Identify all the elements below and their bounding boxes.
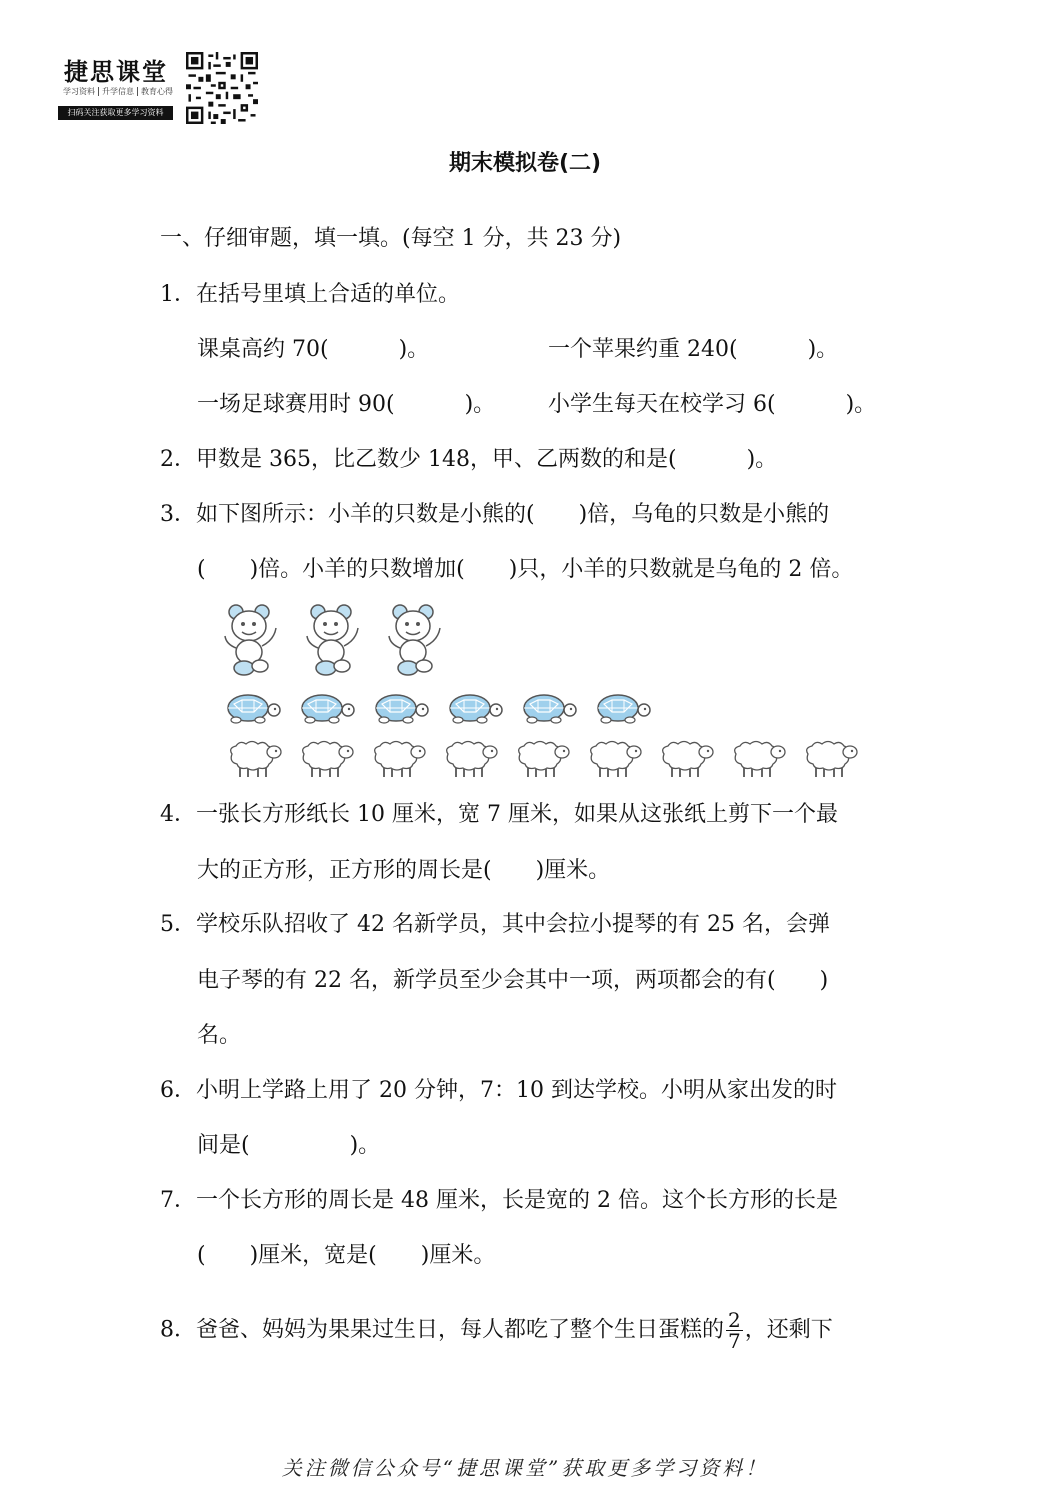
q3-text-a: 3．如下图所示：小羊的只数是小熊的( [160,502,535,527]
question-8-line-1 [160,1310,833,1351]
q7-text-a: ( [197,1243,206,1268]
q3-text-b: )倍，乌龟的只数是小熊的 [578,502,830,527]
bear-icon [386,600,446,684]
turtle-icon [446,690,504,730]
bear-row [222,600,468,684]
question-7-line-2 [197,1241,495,1271]
turtle-icon [224,690,282,730]
q3-text-e: )只，小羊的只数就是乌龟的 2 倍。 [508,557,854,582]
sheep-row [226,740,874,784]
q6-text-a: 间是( [197,1133,250,1158]
question-3-line-1 [160,500,829,530]
sheep-icon [658,740,716,784]
brand-logo [58,50,178,122]
question-5-line-1: 5．学校乐队招收了 42 名新学员，其中会拉小提琴的有 25 名，会弹 [160,912,830,937]
question-4-line-1: 4．一张长方形纸长 10 厘米，宽 7 厘米，如果从这张纸上剪下一个最 [160,802,838,827]
logo-tag: 升学信息 [99,87,138,96]
q5-text-a: 电子琴的有 22 名，新学员至少会其中一项，两项都会的有( [197,968,776,993]
q1c-text: 一场足球赛用时 90( [197,392,395,417]
bear-icon [304,600,364,684]
q2-text: 2．甲数是 365，比乙数少 148，甲、乙两数的和是( [160,447,677,472]
sheep-icon [298,740,356,784]
q1b-text: 一个苹果约重 240( [548,337,738,362]
question-3-line-2 [197,555,853,585]
q1d-end: )。 [845,392,877,417]
q1d-text: 小学生每天在校学习 6( [548,392,776,417]
question-1-item-d [548,390,876,420]
question-2 [160,445,777,475]
page-title: 期末模拟卷(二) [448,151,602,176]
fraction-denominator: 7 [728,1329,741,1353]
sheep-icon [730,740,788,784]
logo-tag: 学习资料 [60,87,99,96]
q7-text-c: )厘米。 [420,1243,496,1268]
q1a-end: )。 [398,337,430,362]
sheep-icon [442,740,500,784]
logo-title: 捷思课堂 [64,57,168,86]
q3-text-d: )倍。小羊的只数增加( [249,557,465,582]
fraction [726,1310,743,1351]
q2-end: )。 [746,447,778,472]
q5-text-b: ) [819,968,829,993]
turtle-row [224,690,668,730]
footer-note: 关注微信公众号“捷思课堂”获取更多学习资料！ [281,1456,769,1480]
logo-bar: 扫码关注获取更多学习资料 [58,106,173,120]
q1a-text: 课桌高约 70( [197,337,329,362]
sheep-icon [370,740,428,784]
question-7-line-1: 7．一个长方形的周长是 48 厘米，长是宽的 2 倍。这个长方形的长是 [160,1188,838,1213]
turtle-icon [298,690,356,730]
sheep-icon [514,740,572,784]
turtle-icon [520,690,578,730]
fraction-numerator: 2 [728,1308,741,1332]
q4-text-a: 大的正方形，正方形的周长是( [197,858,492,883]
sheep-icon [226,740,284,784]
sheep-icon [586,740,644,784]
bear-icon [222,600,282,684]
q8-text-b: ，还剩下 [744,1317,833,1343]
qr-code-icon [186,52,258,124]
question-5-line-3: 名。 [197,1023,242,1048]
sheep-icon [802,740,860,784]
q1c-end: )。 [464,392,496,417]
question-1-item-b [548,335,838,365]
q8-text-a: 8．爸爸、妈妈为果果过生日，每人都吃了整个生日蛋糕的 [160,1317,724,1343]
question-1-item-a [197,335,429,365]
q1b-end: )。 [807,337,839,362]
question-4-line-2 [197,856,610,886]
q6-text-b: )。 [349,1133,381,1158]
q7-text-b: )厘米，宽是( [249,1243,377,1268]
question-1-item-c [197,390,495,420]
logo-tags [60,86,176,97]
q3-text-c: ( [197,557,206,582]
question-6-line-2 [197,1131,380,1161]
question-5-line-2 [197,966,828,996]
question-1-stem: 1．在括号里填上合适的单位。 [160,282,460,307]
turtle-icon [372,690,430,730]
question-6-line-1: 6．小明上学路上用了 20 分钟，7：10 到达学校。小明从家出发的时 [160,1078,837,1103]
logo-tag: 教育心得 [141,87,173,96]
section-heading: 一、仔细审题，填一填。(每空 1 分，共 23 分) [160,226,622,251]
turtle-icon [594,690,652,730]
q4-text-b: )厘米。 [535,858,611,883]
